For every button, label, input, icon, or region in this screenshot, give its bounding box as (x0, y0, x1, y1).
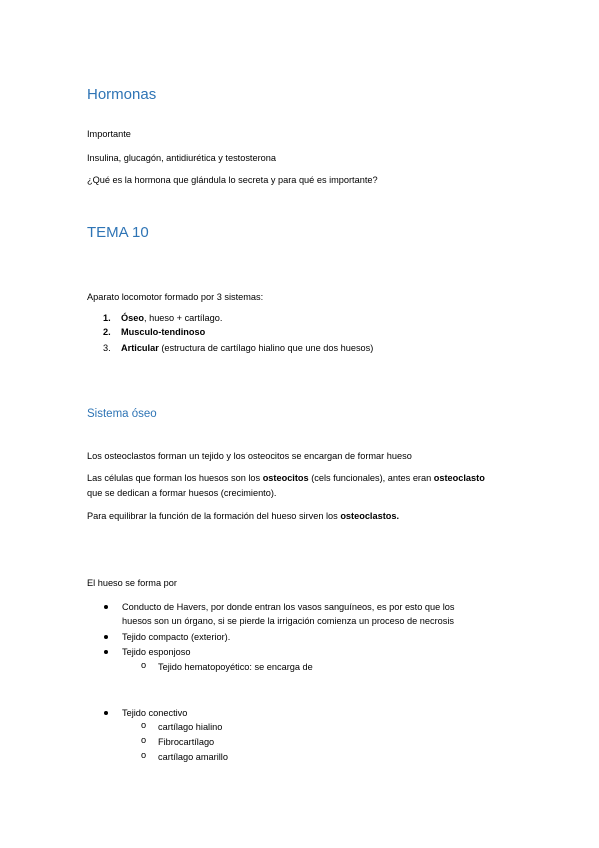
bullet-text: Conducto de Havers, por donde entran los vasos sanguíneos, es por esto que los (122, 602, 455, 612)
list-item-text (121, 311, 222, 325)
circle-bullet-icon: o (141, 660, 147, 670)
circle-bullet-icon: o (141, 720, 147, 730)
bullet-icon (104, 711, 108, 715)
sub-bullet-text: Fibrocartílago (158, 737, 215, 747)
bullet-text: Tejido esponjoso (122, 647, 191, 657)
paragraph-hueso-forma: El hueso se forma por (87, 578, 177, 588)
bullet-text-continued: huesos son un órgano, si se pierde la irrigación comienza un proceso de necrosis (122, 616, 454, 626)
list-item (103, 341, 111, 355)
paragraph-aparato: Aparato locomotor formado por 3 sistemas: (87, 292, 264, 302)
text-span: (cels funcionales), antes eran (308, 473, 434, 483)
list-item (103, 311, 111, 325)
list-bold: Articular (121, 343, 159, 353)
paragraph-equilibrar (87, 509, 399, 523)
paragraph-celulas-line1 (87, 471, 485, 485)
bullet-icon (104, 650, 108, 654)
list-bold: Musculo-tendinoso (121, 327, 206, 337)
list-item-text (121, 325, 205, 339)
list-rest: (estructura de cartílago hialino que une dos huesos) (158, 343, 374, 353)
sub-bullet-text: Tejido hematopoyético: se encarga de (158, 662, 313, 672)
paragraph-pregunta: ¿Qué es la hormona que glándula lo secreta y para qué es importante? (87, 175, 378, 185)
list-item-text (121, 341, 373, 355)
heading-tema-10: TEMA 10 (87, 224, 149, 241)
sub-bullet-text: cartílago hialino (158, 722, 223, 732)
paragraph-hormonas-list: Insulina, glucagón, antidiurética y testosterona (87, 153, 276, 163)
bullet-icon (104, 605, 108, 609)
circle-bullet-icon: o (141, 750, 147, 760)
paragraph-osteoclastos: Los osteoclastos forman un tejido y los osteocitos se encargan de formar hueso (87, 451, 412, 461)
text-span: Las células que forman los huesos son los (87, 473, 263, 483)
heading-hormonas: Hormonas (87, 86, 157, 103)
list-bold: Óseo (121, 313, 144, 323)
bullet-text: Tejido compacto (exterior). (122, 632, 231, 642)
list-number: 1. (103, 313, 111, 323)
text-span: Para equilibrar la función de la formación del hueso sirven los (87, 511, 341, 521)
heading-sistema-oseo: Sistema óseo (87, 408, 157, 420)
bullet-text: Tejido conectivo (122, 708, 188, 718)
bold-osteoclastos: osteoclastos. (340, 511, 400, 521)
paragraph-celulas-line2: que se dedican a formar huesos (crecimiento). (87, 488, 277, 498)
list-number: 2. (103, 327, 111, 337)
bullet-icon (104, 635, 108, 639)
circle-bullet-icon: o (141, 735, 147, 745)
sub-bullet-text: cartílago amarillo (158, 752, 228, 762)
list-number: 3. (103, 343, 111, 353)
bold-osteocitos: osteocitos (262, 473, 309, 483)
bold-osteoclasto: osteoclasto (433, 473, 485, 483)
list-item (103, 325, 111, 339)
paragraph-importante: Importante (87, 129, 131, 139)
list-rest: , hueso + cartílago. (143, 313, 223, 323)
